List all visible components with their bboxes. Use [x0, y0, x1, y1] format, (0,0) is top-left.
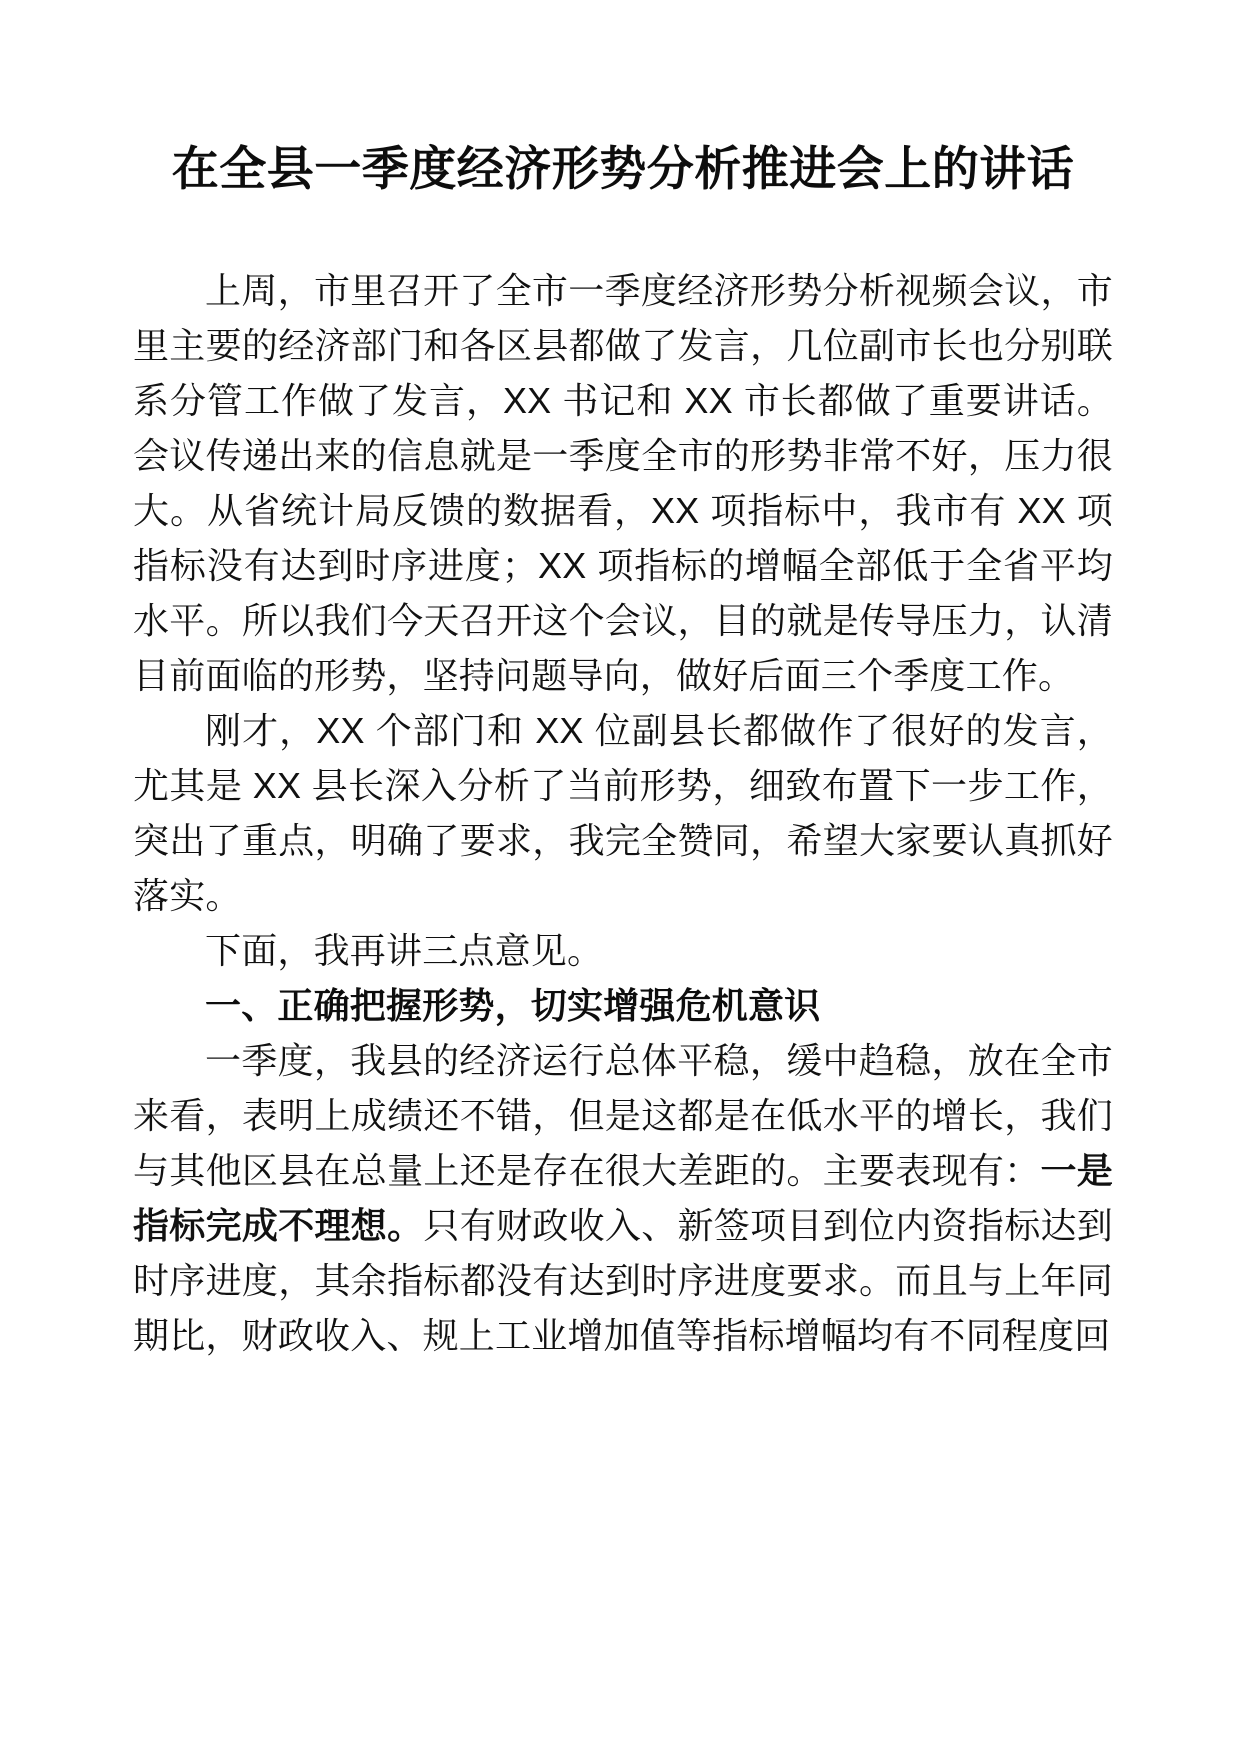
document-body — [133, 263, 1113, 1363]
paragraph-4 — [133, 1033, 1113, 1363]
paragraph-1: 上周，市里召开了全市一季度经济形势分析视频会议，市里主要的经济部门和各区县都做了发言，几位副市长也分别联系分管工作做了发言，XX 书记和 XX 市长都做了重要讲话。会议传递出来的信息就是一季度全市的形势非常不好，压力很大。从省统计局反馈的数据看，XX 项指标中，我市有 XX 项指标没有达到时序进度；XX 项指标的增幅全部低于全省平均水平。所以我们今天召开这个会议，目的就是传导压力，认清目前面临的形势，坚持问题导向，做好后面三个季度工作。 — [133, 269, 1113, 696]
paragraph-2: 刚才，XX 个部门和 XX 位副县长都做作了很好的发言，尤其是 XX 县长深入分析了当前形势，细致布置下一步工作，突出了重点，明确了要求，我完全赞同，希望大家要认真抓好落实。 — [133, 709, 1113, 916]
page-title: 在全县一季度经济形势分析推进会上的讲话 — [171, 142, 1075, 195]
paragraph-4-run-3: 只有财政收入、新签项目到位内资指标达到时序进度，其余指标都没有达到时序进度要求。而且与上年同期比，财政收入、规上工业增加值等指标增幅均有不同程度回 — [133, 1204, 1113, 1356]
section-heading-1: 一、正确把握形势，切实增强危机意识 — [205, 984, 821, 1026]
paragraph-4-emphasis: 一是指标完成不理想。 — [133, 1149, 1113, 1246]
paragraph-3: 下面，我再讲三点意见。 — [205, 929, 604, 971]
paragraph-4-run-1: 一季度，我县的经济运行总体平稳，缓中趋稳，放在全市来看，表明上成绩还不错，但是这都是在低水平的增长，我们与其他区县在总量上还是存在很大差距的。主要表现有： — [133, 1039, 1113, 1191]
page-content — [133, 0, 1113, 1363]
